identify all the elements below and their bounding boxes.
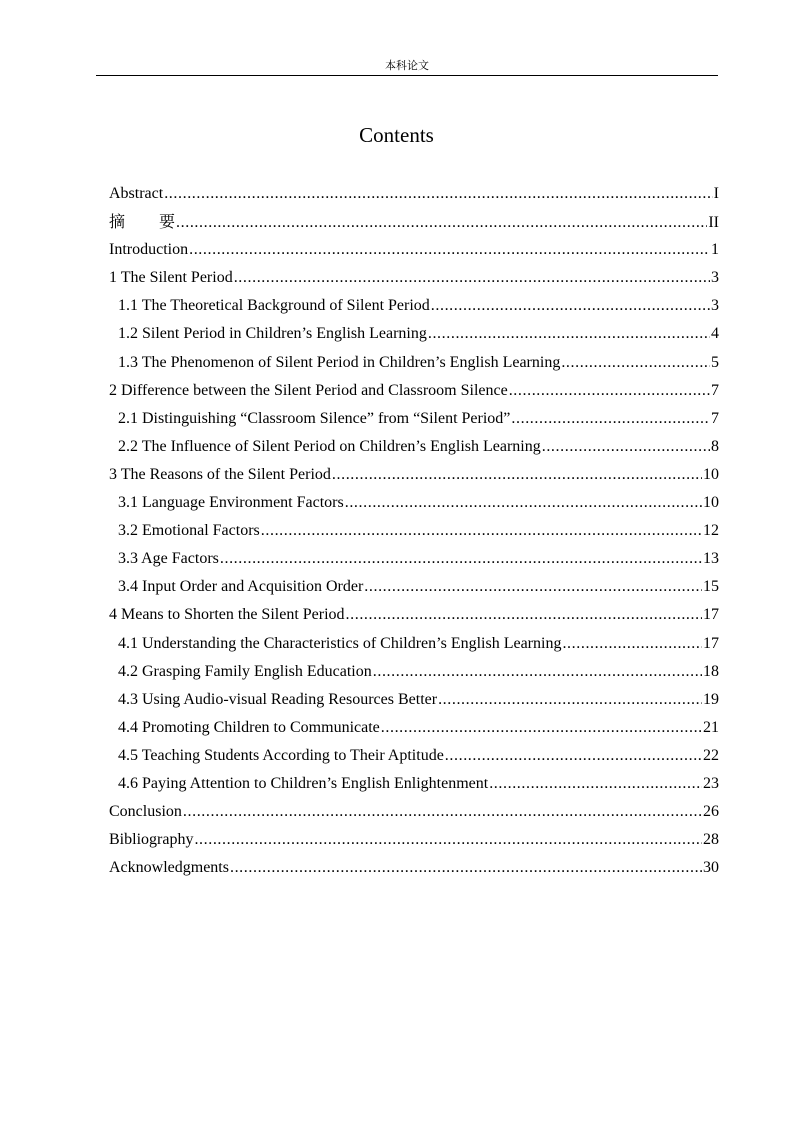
page-title: Contents — [359, 123, 434, 147]
toc-entry-section-2-2[interactable] — [109, 433, 719, 461]
dot-leader — [176, 209, 707, 236]
toc-entry-page: 21 — [703, 718, 719, 736]
toc-entry-page: 22 — [703, 746, 719, 764]
toc-entry-label: 4.2 Grasping Family English Education — [118, 662, 372, 680]
page-header — [96, 56, 718, 76]
dot-leader — [230, 854, 702, 882]
toc-entry-section-1-2[interactable] — [109, 320, 719, 348]
toc-entry-acknowledgments[interactable] — [109, 854, 719, 882]
toc-entry-page: 28 — [703, 831, 719, 849]
toc-entry-section-3-1[interactable] — [109, 489, 719, 517]
toc-entry-abstract[interactable] — [109, 180, 719, 208]
toc-entry-label: Bibliography — [109, 831, 194, 849]
toc-entry-label: 3.4 Input Order and Acquisition Order — [118, 578, 364, 596]
dot-leader — [489, 770, 702, 798]
toc-entry-page: 19 — [703, 690, 719, 708]
toc-entry-section-4-1[interactable] — [109, 630, 719, 658]
toc-entry-label — [109, 208, 175, 236]
toc-entry-page: 15 — [703, 578, 719, 596]
toc-entry-chinese-abstract[interactable] — [109, 208, 719, 236]
toc-entry-label: 2.2 The Influence of Silent Period on Children’s English Learning — [118, 437, 541, 455]
dot-leader — [542, 433, 710, 461]
toc-entry-label: 3.1 Language Environment Factors — [118, 494, 344, 512]
dot-leader — [445, 742, 702, 770]
toc-entry-label: 1.1 The Theoretical Background of Silent Period — [118, 297, 430, 315]
dot-leader — [189, 236, 710, 264]
dot-leader — [381, 714, 702, 742]
toc-entry-page: 1 — [711, 241, 719, 259]
toc-entry-label: 2.1 Distinguishing “Classroom Silence” from “Silent Period” — [118, 409, 511, 427]
dot-leader — [345, 489, 702, 517]
toc-entry-label: 3.2 Emotional Factors — [118, 522, 260, 540]
dot-leader — [234, 264, 710, 292]
dot-leader — [438, 686, 702, 714]
toc-entry-page: 5 — [711, 353, 719, 371]
toc-entry-section-4-3[interactable] — [109, 686, 719, 714]
dot-leader — [562, 630, 702, 658]
toc-entry-page: 12 — [703, 522, 719, 540]
dot-leader — [332, 461, 702, 489]
dot-leader — [373, 658, 702, 686]
dot-leader — [220, 545, 702, 573]
toc-entry-label: 1 The Silent Period — [109, 269, 233, 287]
toc-entry-section-2-1[interactable] — [109, 405, 719, 433]
toc-entry-label: 4.5 Teaching Students According to Their Aptitude — [118, 746, 444, 764]
toc-entry-label: Acknowledgments — [109, 859, 229, 877]
toc-entry-section-1-1[interactable] — [109, 292, 719, 320]
toc-entry-page: II — [708, 214, 719, 232]
toc-entry-label: Abstract — [109, 185, 164, 202]
toc-entry-page: 3 — [711, 297, 719, 315]
dot-leader — [428, 320, 710, 348]
dot-leader — [346, 601, 702, 629]
toc-entry-label: Introduction — [109, 241, 189, 259]
toc-entry-bibliography[interactable] — [109, 826, 719, 854]
toc-entry-introduction[interactable] — [109, 236, 719, 264]
toc-entry-label: 1.2 Silent Period in Children’s English Learning — [118, 325, 427, 343]
toc-entry-chapter-3[interactable] — [109, 461, 719, 489]
toc-entry-page: 10 — [703, 465, 719, 483]
toc-entry-page: 18 — [703, 662, 719, 680]
toc-entry-conclusion[interactable] — [109, 798, 719, 826]
dot-leader — [194, 826, 702, 854]
toc-entry-label: 3.3 Age Factors — [118, 550, 219, 568]
table-of-contents — [109, 180, 719, 882]
dot-leader — [364, 573, 702, 601]
toc-entry-page: I — [713, 185, 719, 202]
toc-entry-page: 30 — [703, 859, 719, 877]
toc-entry-page: 10 — [703, 494, 719, 512]
toc-entry-section-1-3[interactable] — [109, 349, 719, 377]
toc-entry-section-4-5[interactable] — [109, 742, 719, 770]
toc-entry-page: 7 — [711, 381, 719, 399]
toc-entry-page: 3 — [711, 269, 719, 287]
toc-entry-label: Conclusion — [109, 803, 182, 821]
running-title: 本科论文 — [385, 59, 429, 72]
toc-entry-label: 4.1 Understanding the Characteristics of Children’s English Learning — [118, 634, 562, 652]
toc-entry-section-4-4[interactable] — [109, 714, 719, 742]
toc-entry-section-4-2[interactable] — [109, 658, 719, 686]
toc-entry-page: 4 — [711, 325, 719, 343]
toc-entry-label: 4.3 Using Audio-visual Reading Resources Better — [118, 690, 438, 708]
toc-entry-label-part2: 要 — [159, 212, 176, 232]
toc-entry-page: 13 — [703, 550, 719, 568]
toc-entry-label: 3 The Reasons of the Silent Period — [109, 465, 331, 483]
toc-entry-page: 23 — [703, 774, 719, 792]
toc-entry-chapter-4[interactable] — [109, 601, 719, 629]
toc-entry-page: 8 — [711, 437, 719, 455]
toc-entry-chapter-1[interactable] — [109, 264, 719, 292]
dot-leader — [164, 180, 712, 208]
toc-entry-section-3-3[interactable] — [109, 545, 719, 573]
toc-entry-label: 4.6 Paying Attention to Children’s English Enlightenment — [118, 774, 489, 792]
toc-entry-page: 7 — [711, 409, 719, 427]
toc-entry-page: 17 — [703, 606, 719, 624]
toc-entry-label: 2 Difference between the Silent Period and Classroom Silence — [109, 381, 508, 399]
toc-entry-section-4-6[interactable] — [109, 770, 719, 798]
toc-entry-section-3-2[interactable] — [109, 517, 719, 545]
toc-entry-label: 4 Means to Shorten the Silent Period — [109, 606, 345, 624]
dot-leader — [183, 798, 702, 826]
toc-entry-section-3-4[interactable] — [109, 573, 719, 601]
toc-entry-label-part1: 摘 — [109, 212, 126, 232]
dot-leader — [431, 292, 710, 320]
dot-leader — [261, 517, 702, 545]
toc-entry-chapter-2[interactable] — [109, 377, 719, 405]
toc-entry-label: 1.3 The Phenomenon of Silent Period in Children’s English Learning — [118, 353, 561, 371]
dot-leader — [511, 405, 710, 433]
toc-entry-page: 26 — [703, 803, 719, 821]
dot-leader — [509, 377, 710, 405]
toc-entry-label: 4.4 Promoting Children to Communicate — [118, 718, 380, 736]
dot-leader — [561, 349, 710, 377]
toc-entry-page: 17 — [703, 634, 719, 652]
